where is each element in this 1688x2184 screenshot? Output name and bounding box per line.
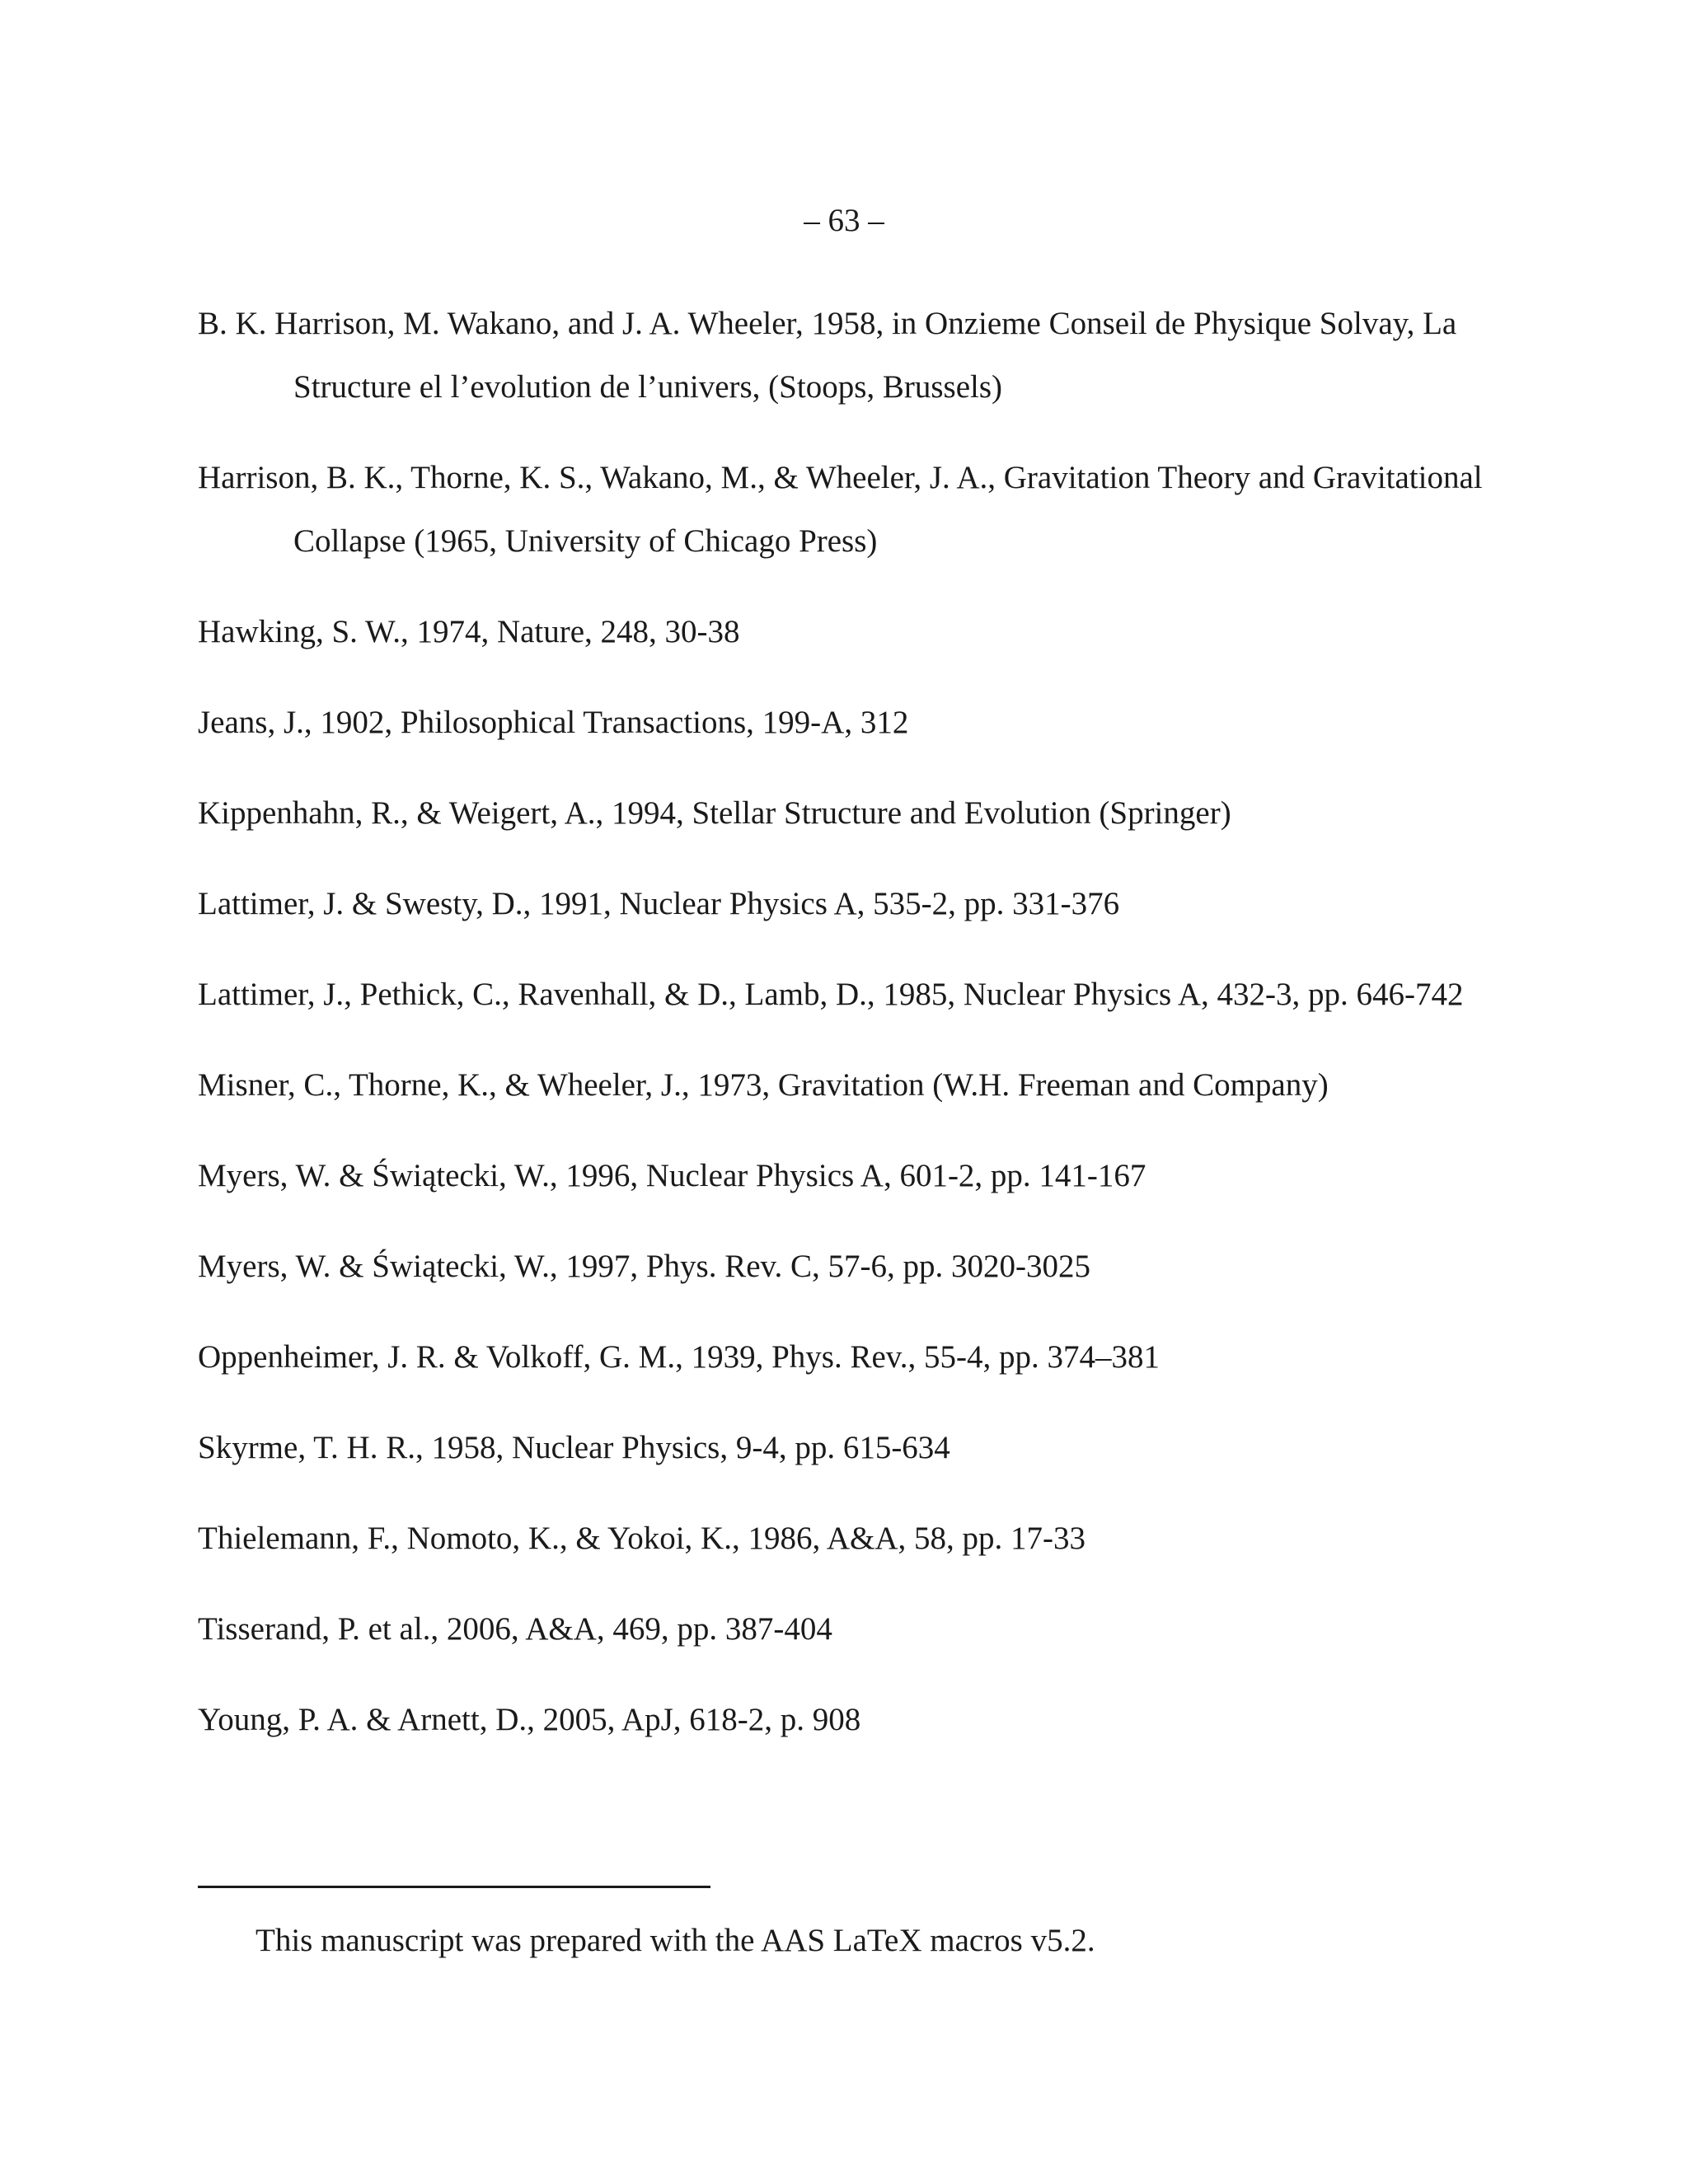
reference-item: Misner, C., Thorne, K., & Wheeler, J., 1973, Gravitation (W.H. Freeman and Company) <box>198 1067 1329 1103</box>
reference-item: Oppenheimer, J. R. & Volkoff, G. M., 1939, Phys. Rev., 55-4, pp. 374–381 <box>198 1339 1160 1375</box>
reference-item: Jeans, J., 1902, Philosophical Transactions, 199-A, 312 <box>198 705 909 740</box>
reference-item: Lattimer, J., Pethick, C., Ravenhall, & D., Lamb, D., 1985, Nuclear Physics A, 432-3, pp. 646-742 <box>198 977 1464 1012</box>
reference-item: Myers, W. & Świątecki, W., 1996, Nuclear Physics A, 601-2, pp. 141-167 <box>198 1158 1146 1193</box>
reference-item: B. K. Harrison, M. Wakano, and J. A. Wheeler, 1958, in Onzieme Conseil de Physique Solvay, La Structure el l’evolution de l’univers, (Stoops, Brussels) <box>198 306 1457 405</box>
reference-item: Thielemann, F., Nomoto, K., & Yokoi, K., 1986, A&A, 58, pp. 17-33 <box>198 1521 1085 1556</box>
reference-item: Lattimer, J. & Swesty, D., 1991, Nuclear Physics A, 535-2, pp. 331-376 <box>198 886 1120 921</box>
reference-item: Harrison, B. K., Thorne, K. S., Wakano, M., & Wheeler, J. A., Gravitation Theory and Gravitational Collapse (1965, University of Chicago Press) <box>198 460 1483 559</box>
reference-list <box>198 292 1484 1779</box>
reference-item: Myers, W. & Świątecki, W., 1997, Phys. Rev. C, 57-6, pp. 3020-3025 <box>198 1249 1090 1284</box>
reference-item: Kippenhahn, R., & Weigert, A., 1994, Stellar Structure and Evolution (Springer) <box>198 795 1231 831</box>
footnote: This manuscript was prepared with the AAS LaTeX macros v5.2. <box>256 1923 1095 1958</box>
reference-item: Hawking, S. W., 1974, Nature, 248, 30-38 <box>198 614 740 649</box>
page-number: – 63 – <box>804 203 884 238</box>
reference-item: Young, P. A. & Arnett, D., 2005, ApJ, 618-2, p. 908 <box>198 1702 861 1737</box>
reference-item: Tisserand, P. et al., 2006, A&A, 469, pp. 387-404 <box>198 1611 832 1647</box>
reference-item: Skyrme, T. H. R., 1958, Nuclear Physics, 9-4, pp. 615-634 <box>198 1430 950 1465</box>
footnote-rule <box>198 1886 710 1888</box>
